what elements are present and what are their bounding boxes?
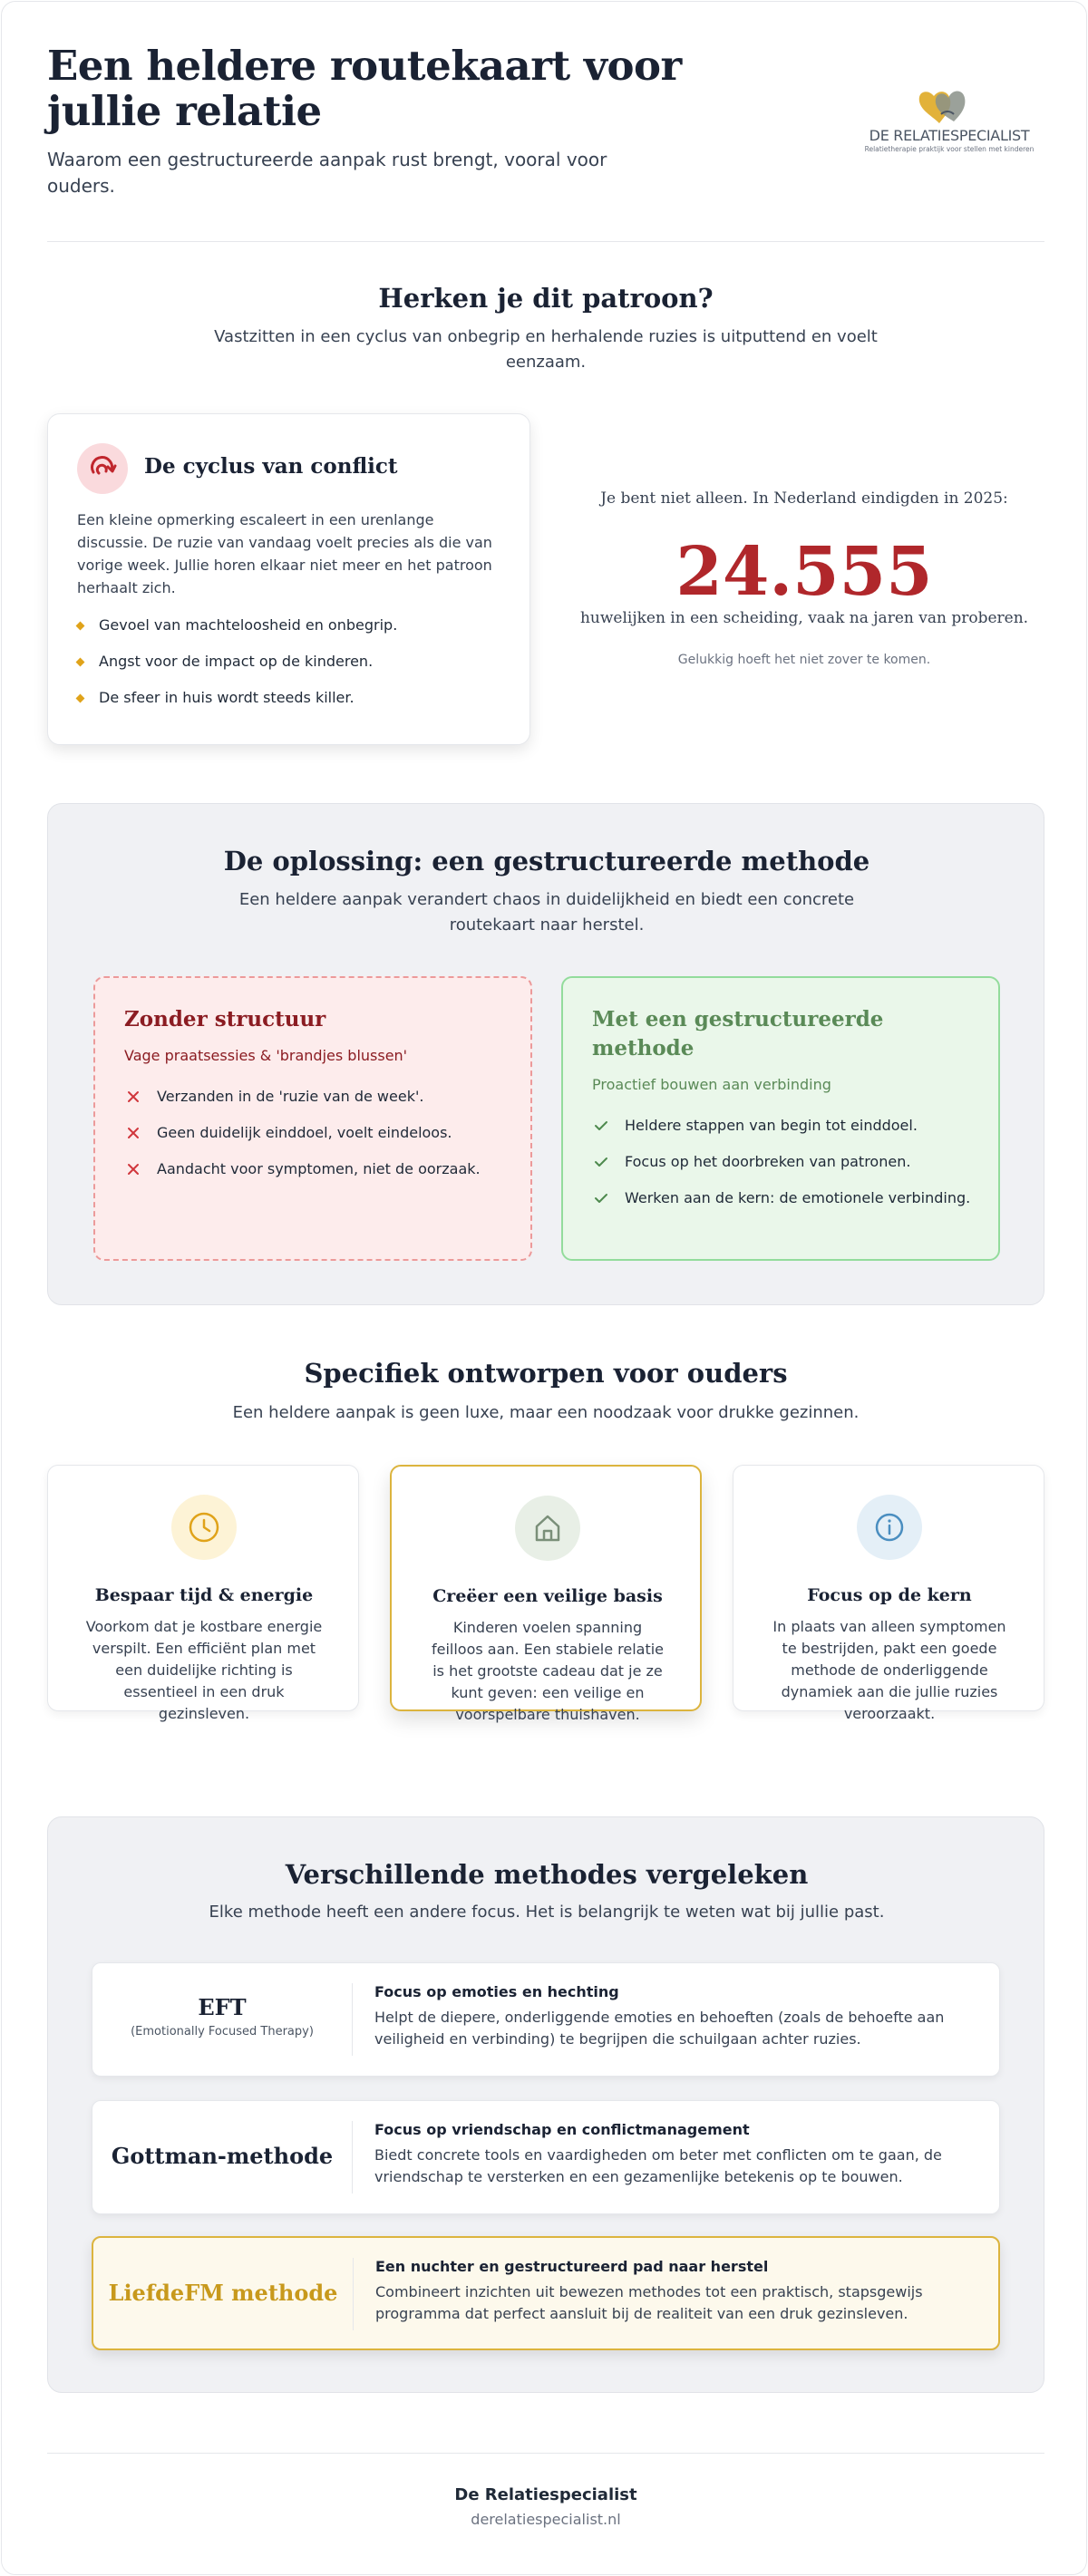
list-item-text: Geen duidelijk einddoel, voelt eindeloos. bbox=[157, 1124, 452, 1141]
page-title: Een heldere routekaart voor jullie relatie bbox=[47, 42, 682, 135]
feature-heading: Creëer een veilige basis bbox=[432, 1586, 663, 1606]
logo-hearts-icon bbox=[854, 87, 1044, 127]
without-structure-title: Zonder structuur bbox=[124, 1007, 326, 1031]
list-item bbox=[77, 615, 503, 635]
method-heading: Focus op vriendschap en conflictmanagement bbox=[374, 2121, 750, 2138]
cross-icon bbox=[124, 1088, 142, 1106]
footer-name: De Relatiespecialist bbox=[454, 2485, 637, 2504]
footer-divider bbox=[47, 2453, 1044, 2454]
check-icon bbox=[592, 1189, 610, 1207]
cross-icon bbox=[124, 1160, 142, 1178]
parents-subtitle: Een heldere aanpak is geen luxe, maar een noodzaak voor drukke gezinnen. bbox=[232, 1403, 860, 1422]
header-divider bbox=[47, 241, 1044, 242]
footer-url[interactable]: derelatiespecialist.nl bbox=[471, 2511, 621, 2528]
logo[interactable] bbox=[854, 87, 1044, 160]
method-row-liefdefm bbox=[92, 2236, 1000, 2350]
pattern-subtitle: Vastzitten in een cyclus van onbegrip en herhalende ruzies is uitputtend en voelt eenzaam. bbox=[214, 327, 878, 372]
stat-number: 24.555 bbox=[675, 533, 933, 611]
list-item-text: Gevoel van machteloosheid en onbegrip. bbox=[99, 616, 398, 634]
bullet-diamond-icon bbox=[76, 658, 85, 667]
method-text: Biedt concrete tools en vaardigheden om beter met conflicten om te gaan, de vriendschap te versterken en een gezamenlijke betekenis op te bouwen. bbox=[374, 2146, 942, 2185]
feature-card-safe-base bbox=[390, 1465, 702, 1723]
without-structure-box bbox=[93, 976, 532, 1261]
solution-section bbox=[47, 803, 1044, 1305]
method-heading: Focus op emoties en hechting bbox=[374, 1983, 619, 2000]
page-header bbox=[47, 44, 1044, 243]
with-structure-subtitle: Proactief bouwen aan verbinding bbox=[592, 1076, 831, 1093]
method-name-sub: (Emotionally Focused Therapy) bbox=[131, 2025, 314, 2039]
page-subtitle: Waarom een gestructureerde aanpak rust brengt, vooral voor ouders. bbox=[47, 149, 607, 197]
row-divider bbox=[352, 2121, 353, 2193]
list-item-text: Werken aan de kern: de emotionele verbinding. bbox=[625, 1189, 971, 1206]
list-item-text: De sfeer in huis wordt steeds killer. bbox=[99, 689, 355, 706]
compare-section bbox=[47, 1816, 1044, 2393]
list-item-text: Aandacht voor symptomen, niet de oorzaak. bbox=[157, 1160, 481, 1177]
list-item bbox=[592, 1150, 973, 1173]
check-icon bbox=[592, 1153, 610, 1171]
list-item bbox=[124, 1085, 505, 1108]
cycle-icon bbox=[77, 443, 128, 494]
bullet-diamond-icon bbox=[76, 622, 85, 631]
list-item bbox=[77, 652, 503, 672]
feature-heading: Focus op de kern bbox=[807, 1585, 972, 1605]
list-item-text: Focus op het doorbreken van patronen. bbox=[625, 1153, 911, 1170]
list-item bbox=[592, 1186, 973, 1209]
method-text: Combineert inzichten uit bewezen methodes tot een praktisch, stapsgewijs programma dat perfect aansluit bij de realiteit van een druk gezinsleven. bbox=[375, 2283, 923, 2322]
info-icon bbox=[857, 1495, 922, 1560]
parents-title: Specifiek ontworpen voor ouders bbox=[304, 1358, 788, 1389]
feature-text: Voorkom dat je kostbare energie verspilt. Een efficiënt plan met een duidelijke richting is essentieel in een druk gezinsleven. bbox=[85, 1618, 323, 1722]
clock-icon bbox=[171, 1495, 237, 1560]
row-divider bbox=[353, 2258, 354, 2330]
bullet-diamond-icon bbox=[76, 694, 85, 703]
row-divider bbox=[352, 1983, 353, 2056]
cycle-text: Een kleine opmerking escaleert in een urenlange discussie. De ruzie van vandaag voelt precies als die van vorige week. Jullie horen elkaar niet meer en het patroon herhaalt zich. bbox=[77, 511, 492, 596]
stat-description: huwelijken in een scheiding, vaak na jaren van proberen. bbox=[579, 609, 1029, 627]
list-item-text: Angst voor de impact op de kinderen. bbox=[99, 653, 374, 670]
feature-card-time bbox=[47, 1465, 359, 1722]
pattern-title: Herken je dit patroon? bbox=[378, 283, 714, 314]
solution-title: De oplossing: een gestructureerde methode bbox=[223, 846, 870, 876]
home-icon bbox=[515, 1496, 580, 1561]
solution-subtitle: Een heldere aanpak verandert chaos in duidelijkheid en biedt een concrete routekaart naar herstel. bbox=[238, 890, 855, 935]
logo-tagline: Relatietherapie praktijk voor stellen met kinderen bbox=[864, 145, 1035, 153]
page bbox=[1, 1, 1087, 2575]
without-structure-list bbox=[124, 1085, 505, 1194]
list-item bbox=[592, 1114, 973, 1137]
stat-note: Gelukkig hoeft het niet zover te komen. bbox=[677, 653, 931, 667]
feature-text: In plaats van alleen symptomen te bestrijden, pakt een goede methode de onderliggende dynamiek aan die jullie ruzies veroorzaakt. bbox=[772, 1618, 1006, 1722]
list-item bbox=[77, 688, 503, 708]
list-item-text: Heldere stappen van begin tot einddoel. bbox=[625, 1117, 918, 1134]
method-heading: Een nuchter en gestructureerd pad naar herstel bbox=[375, 2258, 769, 2275]
list-item-text: Verzanden in de 'ruzie van de week'. bbox=[157, 1088, 424, 1105]
feature-heading: Bespaar tijd & energie bbox=[94, 1585, 314, 1605]
with-structure-title: Met een gestructureerde methode bbox=[592, 1007, 884, 1060]
method-name: EFT bbox=[198, 1994, 247, 2020]
method-text: Helpt de diepere, onderliggende emoties en behoeften (zoals de behoefte aan veiligheid en verbinding) te begrijpen die schuilgaan achter ruzies. bbox=[374, 2009, 945, 2048]
stat-intro: Je bent niet alleen. In Nederland eindigden in 2025: bbox=[600, 489, 1008, 508]
feature-text: Kinderen voelen spanning feilloos aan. Een stabiele relatie is het grootste cadeau dat je ze kunt geven: een veilige en voorspelbare thuishaven. bbox=[431, 1619, 665, 1723]
logo-name: DE RELATIESPECIALIST bbox=[869, 127, 1030, 144]
compare-subtitle: Elke methode heeft een andere focus. Het is belangrijk te weten wat bij jullie past. bbox=[209, 1903, 885, 1922]
without-structure-subtitle: Vage praatsessies & 'brandjes blussen' bbox=[124, 1047, 408, 1064]
cycle-bullet-list bbox=[77, 615, 503, 724]
divorce-stat bbox=[564, 473, 1044, 691]
with-structure-list bbox=[592, 1114, 973, 1223]
list-item bbox=[124, 1157, 505, 1180]
compare-title: Verschillende methodes vergeleken bbox=[285, 1859, 809, 1890]
cross-icon bbox=[124, 1124, 142, 1142]
method-name: Gottman-methode bbox=[111, 2143, 334, 2169]
method-row-gottman bbox=[92, 2100, 1000, 2214]
method-row-eft bbox=[92, 1962, 1000, 2077]
check-icon bbox=[592, 1117, 610, 1135]
cycle-heading: De cyclus van conflict bbox=[144, 454, 398, 479]
conflict-cycle-card bbox=[47, 413, 530, 745]
feature-card-focus bbox=[733, 1465, 1044, 1722]
with-structure-box bbox=[561, 976, 1000, 1261]
method-name: LiefdeFM methode bbox=[108, 2280, 338, 2306]
list-item bbox=[124, 1121, 505, 1144]
